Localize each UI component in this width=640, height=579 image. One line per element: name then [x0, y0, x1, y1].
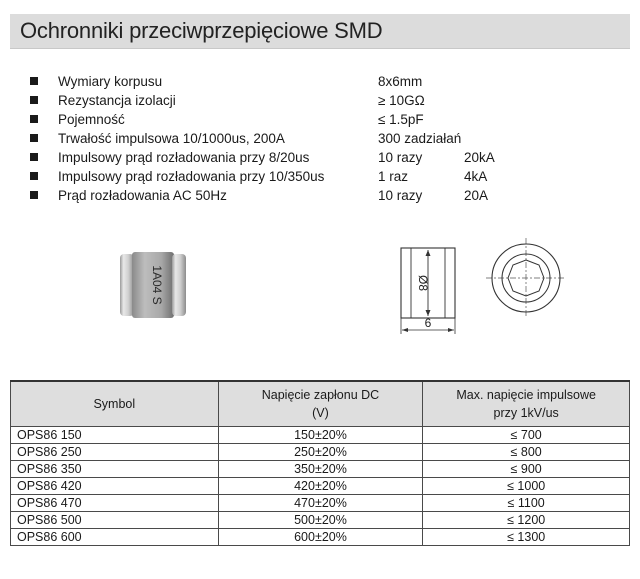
- spec-value-secondary: 4kA: [464, 169, 488, 184]
- spec-value-secondary: 20A: [464, 188, 489, 203]
- spec-label: Rezystancja izolacji: [58, 93, 176, 108]
- spec-item: [30, 72, 630, 91]
- photo-marking: 1A04 S: [150, 265, 164, 305]
- cell-voltage: 500±20%: [218, 512, 423, 529]
- side-view-drawing: [385, 240, 475, 340]
- table-row: [11, 495, 630, 512]
- bullet-square-icon: [30, 191, 38, 199]
- spec-item: [30, 186, 630, 205]
- end-cap-left: [120, 254, 134, 316]
- spec-value: 300 zadziałań: [378, 131, 462, 146]
- spec-item: [30, 167, 630, 186]
- cell-impulse: ≤ 900: [423, 461, 630, 478]
- table-header-row: [11, 381, 630, 427]
- bullet-square-icon: [30, 172, 38, 180]
- cell-voltage: 250±20%: [218, 444, 423, 461]
- spec-label: Prąd rozładowania AC 50Hz: [58, 188, 227, 203]
- header-voltage: Napięcie zapłonu DC (V): [218, 381, 423, 427]
- header-symbol: Symbol: [11, 381, 219, 427]
- table-row: [11, 427, 630, 444]
- table-row: [11, 444, 630, 461]
- cell-impulse: ≤ 800: [423, 444, 630, 461]
- bullet-square-icon: [30, 134, 38, 142]
- cell-symbol: OPS86 600: [11, 529, 219, 546]
- cell-symbol: OPS86 470: [11, 495, 219, 512]
- table-row: [11, 512, 630, 529]
- cell-impulse: ≤ 1100: [423, 495, 630, 512]
- spec-item: [30, 129, 630, 148]
- spec-label: Impulsowy prąd rozładowania przy 8/20us: [58, 150, 310, 165]
- cell-impulse: ≤ 1200: [423, 512, 630, 529]
- cell-voltage: 420±20%: [218, 478, 423, 495]
- cell-symbol: OPS86 500: [11, 512, 219, 529]
- cell-voltage: 600±20%: [218, 529, 423, 546]
- spec-label: Impulsowy prąd rozładowania przy 10/350us: [58, 169, 325, 184]
- cell-impulse: ≤ 1000: [423, 478, 630, 495]
- bullet-square-icon: [30, 153, 38, 161]
- bullet-square-icon: [30, 77, 38, 85]
- cell-symbol: OPS86 350: [11, 461, 219, 478]
- title-bar: [10, 14, 630, 49]
- table-row: [11, 478, 630, 495]
- cell-symbol: OPS86 420: [11, 478, 219, 495]
- page-title: Ochronniki przeciwprzepięciowe SMD: [20, 18, 383, 43]
- end-cap-right: [172, 254, 186, 316]
- table-row: [11, 461, 630, 478]
- header-impulse: Max. napięcie impulsowe przy 1kV/us: [423, 381, 630, 427]
- width-label: 6: [424, 316, 432, 330]
- spec-label: Wymiary korpusu: [58, 74, 163, 89]
- spec-value: 1 raz: [378, 169, 409, 184]
- models-table: [10, 380, 630, 546]
- cell-symbol: OPS86 250: [11, 444, 219, 461]
- spec-label: Trwałość impulsowa 10/1000us, 200A: [58, 131, 285, 146]
- bullet-square-icon: [30, 96, 38, 104]
- spec-value: 10 razy: [378, 150, 423, 165]
- cell-voltage: 350±20%: [218, 461, 423, 478]
- spec-value-secondary: 20kA: [464, 150, 495, 165]
- cell-voltage: 470±20%: [218, 495, 423, 512]
- bullet-square-icon: [30, 115, 38, 123]
- spec-value: ≥ 10GΩ: [378, 93, 425, 108]
- spec-value: 8x6mm: [378, 74, 423, 89]
- cell-impulse: ≤ 700: [423, 427, 630, 444]
- spec-item: [30, 148, 630, 167]
- diameter-label: Ø8: [416, 274, 430, 292]
- spec-value: ≤ 1.5pF: [378, 112, 424, 127]
- spec-label: Pojemność: [58, 112, 125, 127]
- cell-impulse: ≤ 1300: [423, 529, 630, 546]
- cell-voltage: 150±20%: [218, 427, 423, 444]
- cell-symbol: OPS86 150: [11, 427, 219, 444]
- spec-item: [30, 110, 630, 129]
- spec-value: 10 razy: [378, 188, 423, 203]
- spec-list: [30, 72, 630, 205]
- front-view-drawing: [484, 236, 568, 320]
- product-photo: [116, 246, 190, 322]
- table-row: [11, 529, 630, 546]
- spec-item: [30, 91, 630, 110]
